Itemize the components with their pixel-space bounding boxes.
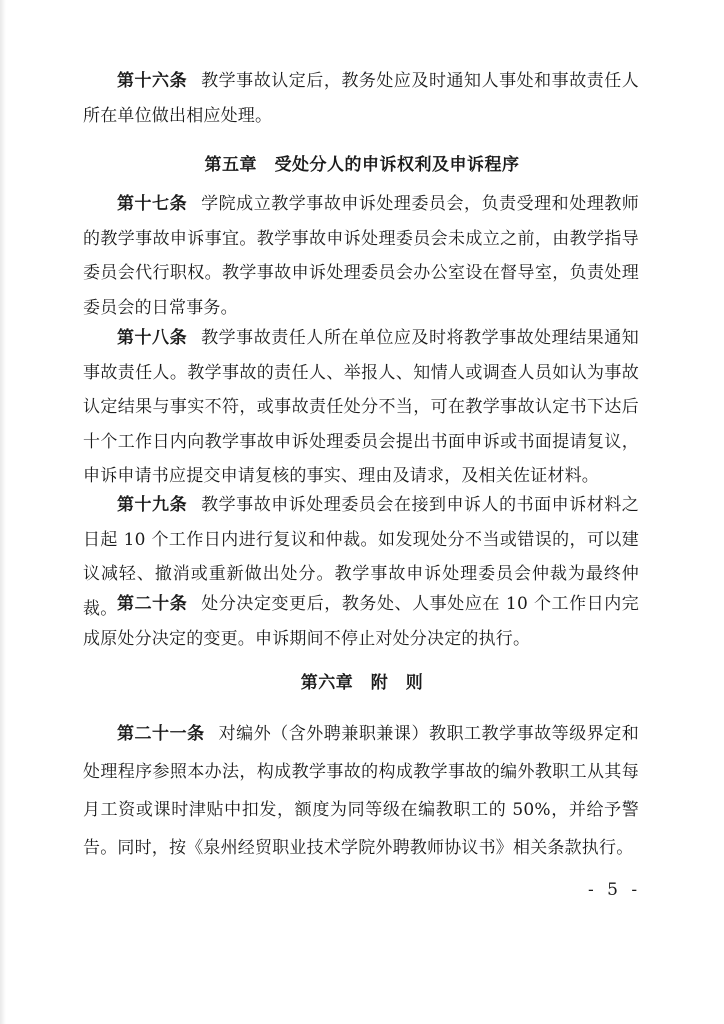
article-19-number: 第十九条 — [117, 495, 188, 515]
article-20-number: 第二十条 — [117, 594, 188, 614]
article-18 — [83, 321, 639, 494]
article-17 — [83, 187, 639, 325]
article-18-text: 教学事故责任人所在单位应及时将教学事故处理结果通知事故责任人。教学事故的责任人、举报人、知情人或调查人员如认为事故认定结果与事实不符，或事故责任处分不当，可在教学事故认定书下达后十个工作日内向教学事故申诉处理委员会提出书面申诉或书面提请复议，申诉申请书应提交申请复核的事实、理由及请求，及相关佐证材料。 — [83, 328, 639, 486]
article-19-text: 教学事故申诉处理委员会在接到申诉人的书面申诉材料之日起 10 个工作日内进行复议和仲裁。如发现处分不当或错误的，可以建议减轻、撤消或重新做出处分。教学事故申诉处理委员会仲裁为最终仲裁。 — [83, 495, 639, 619]
article-18-number: 第十八条 — [117, 328, 188, 348]
article-17-text: 学院成立教学事故申诉处理委员会，负责受理和处理教师的教学事故申诉事宜。教学事故申诉处理委员会未成立之前，由教学指导委员会代行职权。教学事故申诉处理委员会办公室设在督导室，负责处理委员会的日常事务。 — [83, 194, 639, 318]
article-20-text: 处分决定变更后，教务处、人事处应在 10 个工作日内完成原处分决定的变更。申诉期间不停止对处分决定的执行。 — [83, 594, 639, 649]
page-number: - 5 - — [588, 880, 642, 900]
article-20 — [83, 587, 639, 656]
article-16 — [83, 64, 639, 133]
chapter-5-heading: 第五章 受处分人的申诉权利及申诉程序 — [204, 155, 520, 175]
chapter-6-heading: 第六章 附 则 — [300, 673, 424, 693]
article-16-text: 教学事故认定后，教务处应及时通知人事处和事故责任人所在单位做出相应处理。 — [83, 71, 639, 126]
article-16-number: 第十六条 — [117, 71, 188, 91]
article-21-text: 对编外（含外聘兼职兼课）教职工教学事故等级界定和处理程序参照本办法，构成教学事故的构成教学事故的编外教职工从其每月工资或课时津贴中扣发，额度为同等级在编教职工的 50%，并给予警告。同时，按《泉州经贸职业技术学院外聘教师协议书》相关条款执行。 — [83, 724, 639, 858]
article-21-number: 第二十一条 — [117, 724, 205, 744]
article-17-number: 第十七条 — [117, 194, 188, 214]
article-21 — [83, 715, 639, 867]
